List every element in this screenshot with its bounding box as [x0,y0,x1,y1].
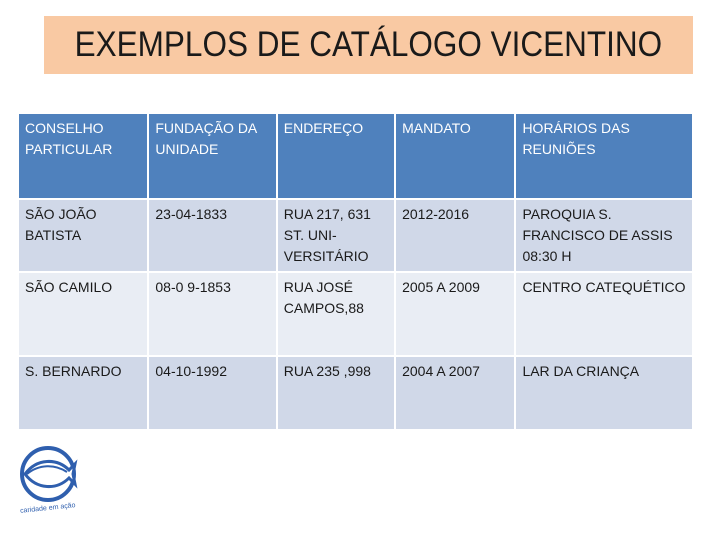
cell-horarios: PAROQUIA S. FRANCISCO DE ASSIS 08:30 H [516,200,692,271]
cell-fundacao: 08-0 9-1853 [149,273,275,355]
vicentino-logo [13,444,83,514]
table-row [19,273,692,355]
svg-text:caridade em ação: caridade em ação [19,502,76,514]
header-horarios: HORÁRIOS DAS REUNIÕES [516,114,692,198]
cell-mandato: 2004 A 2007 [396,357,514,429]
cell-conselho: S. BERNARDO [19,357,147,429]
table-header-row [19,114,692,198]
cell-mandato: 2005 A 2009 [396,273,514,355]
header-endereco: ENDEREÇO [278,114,394,198]
cell-endereco: RUA 217, 631 ST. UNI-VERSITÁRIO [278,200,394,271]
cell-endereco: RUA JOSÉ CAMPOS,88 [278,273,394,355]
header-mandato: MANDATO [396,114,514,198]
header-conselho: CONSELHO PARTICULAR [19,114,147,198]
cell-horarios: LAR DA CRIANÇA [516,357,692,429]
table-row [19,357,692,429]
header-fundacao: FUNDAÇÃO DA UNIDADE [149,114,275,198]
title-banner [44,16,693,74]
cell-fundacao: 23-04-1833 [149,200,275,271]
table-row [19,200,692,271]
catalog-table [17,112,694,431]
cell-fundacao: 04-10-1992 [149,357,275,429]
fish-logo-icon [13,444,83,514]
cell-horarios: CENTRO CATEQUÉTICO [516,273,692,355]
cell-conselho: SÃO JOÃO BATISTA [19,200,147,271]
cell-endereco: RUA 235 ,998 [278,357,394,429]
page-title: EXEMPLOS DE CATÁLOGO VICENTINO [74,25,663,64]
cell-conselho: SÃO CAMILO [19,273,147,355]
cell-mandato: 2012-2016 [396,200,514,271]
